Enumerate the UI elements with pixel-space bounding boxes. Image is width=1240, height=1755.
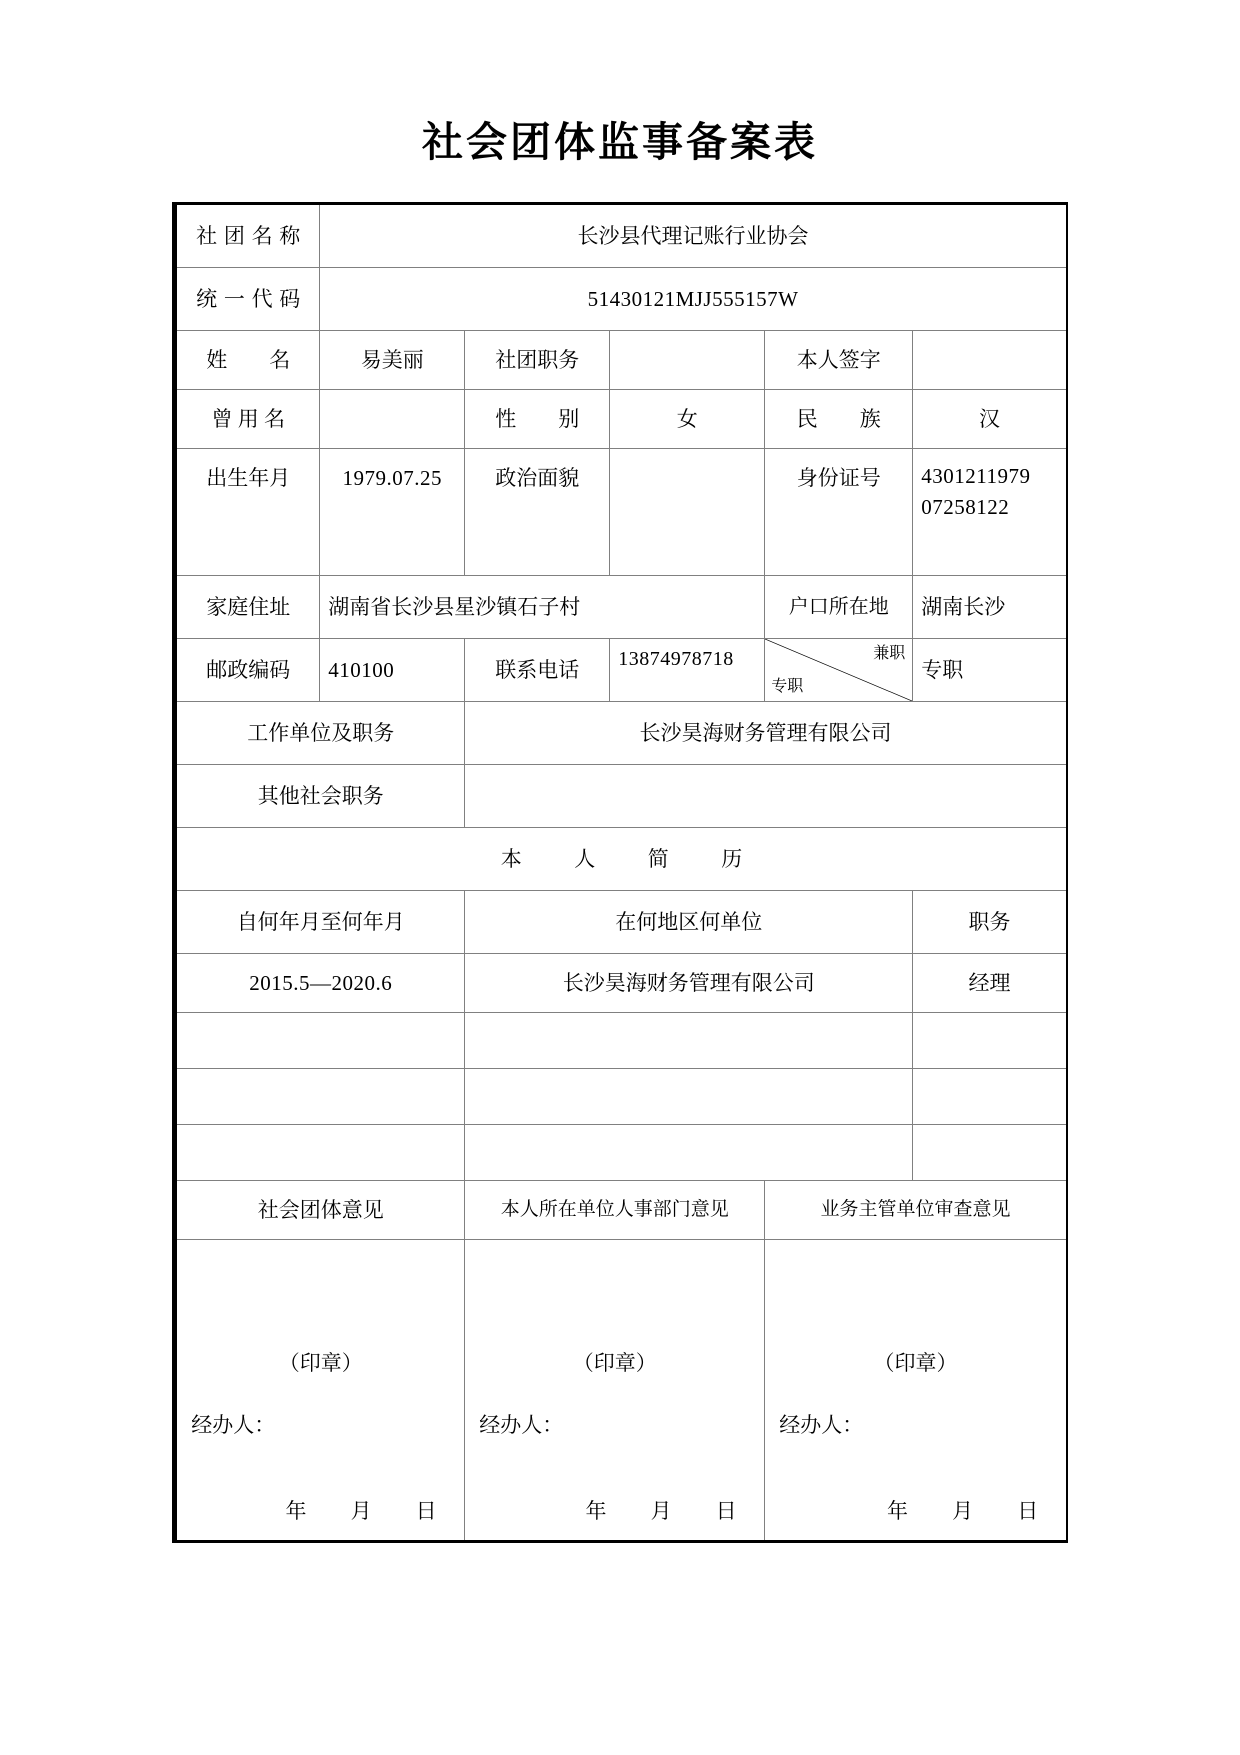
value-home-address[interactable]: 湖南省长沙县星沙镇石子村 — [320, 576, 765, 639]
date-label-supervisor: 年 月 日 — [887, 1498, 1050, 1523]
resume-row — [175, 954, 1067, 1013]
value-work-unit[interactable]: 长沙昊海财务管理有限公司 — [465, 702, 1067, 765]
row-opinion-bodies — [175, 1240, 1067, 1542]
resume-section-title: 本 人 简 历 — [175, 828, 1067, 891]
value-employment-type[interactable]: 专职 — [913, 639, 1067, 702]
resume-cell-post[interactable]: 经理 — [913, 954, 1067, 1013]
row-org-code — [175, 268, 1067, 331]
value-household-location[interactable]: 湖南长沙 — [913, 576, 1067, 639]
resume-cell-post[interactable] — [913, 1013, 1067, 1069]
resume-cell-unit[interactable] — [465, 1013, 913, 1069]
resume-cell-unit[interactable] — [465, 1069, 913, 1125]
value-postcode[interactable]: 410100 — [320, 639, 465, 702]
id-number-line-2: 07258122 — [921, 494, 1010, 519]
resume-row — [175, 1125, 1067, 1181]
page-title: 社会团体监事备案表 — [422, 118, 818, 166]
label-ethnicity: 民 族 — [765, 390, 913, 449]
resume-row — [175, 1013, 1067, 1069]
value-political-status[interactable] — [610, 449, 765, 576]
row-postcode-phone-employment — [175, 639, 1067, 702]
label-part-time: 兼职 — [873, 645, 906, 663]
label-birth-date: 出生年月 — [175, 449, 320, 576]
value-org-code[interactable]: 51430121MJJ555157W — [320, 268, 1067, 331]
row-resume-headers — [175, 891, 1067, 954]
row-birth-political-id — [175, 449, 1067, 576]
row-other-posts — [175, 765, 1067, 828]
value-other-posts[interactable] — [465, 765, 1067, 828]
label-full-time: 专职 — [771, 678, 804, 695]
seal-placeholder-hr: （印章） — [572, 1351, 657, 1376]
date-label-hr: 年 月 日 — [585, 1498, 749, 1523]
resume-cell-period[interactable] — [175, 1013, 465, 1069]
value-org-name[interactable]: 长沙县代理记账行业协会 — [320, 204, 1067, 268]
value-id-number[interactable] — [913, 449, 1067, 576]
date-label-society: 年 月 日 — [285, 1498, 449, 1523]
label-id-number: 身份证号 — [765, 449, 913, 576]
seal-placeholder-society: （印章） — [278, 1351, 363, 1376]
row-former-gender-ethnicity — [175, 390, 1067, 449]
label-former-name: 曾 用 名 — [175, 390, 320, 449]
id-number-line-1: 4301211979 — [921, 464, 1031, 489]
value-gender[interactable]: 女 — [610, 390, 765, 449]
opinion-box-society[interactable] — [175, 1240, 465, 1542]
opinion-header-hr: 本人所在单位人事部门意见 — [465, 1181, 765, 1240]
label-other-posts: 其他社会职务 — [175, 765, 465, 828]
value-birth-date[interactable]: 1979.07.25 — [320, 449, 465, 576]
label-self-signature: 本人签字 — [765, 331, 913, 390]
resume-cell-post[interactable] — [913, 1125, 1067, 1181]
resume-row — [175, 1069, 1067, 1125]
value-former-name[interactable] — [320, 390, 465, 449]
opinion-header-supervisor: 业务主管单位审查意见 — [765, 1181, 1067, 1240]
resume-cell-post[interactable] — [913, 1069, 1067, 1125]
label-society-position: 社团职务 — [465, 331, 610, 390]
label-gender: 性 别 — [465, 390, 610, 449]
label-home-address: 家庭住址 — [175, 576, 320, 639]
row-name-position — [175, 331, 1067, 390]
resume-cell-unit[interactable]: 长沙昊海财务管理有限公司 — [465, 954, 913, 1013]
label-political-status: 政治面貌 — [465, 449, 610, 576]
handler-label-society: 经办人： — [191, 1413, 276, 1438]
resume-cell-unit[interactable] — [465, 1125, 913, 1181]
row-resume-section-title — [175, 828, 1067, 891]
resume-cell-period[interactable] — [175, 1125, 465, 1181]
label-work-unit: 工作单位及职务 — [175, 702, 465, 765]
resume-header-period: 自何年月至何年月 — [175, 891, 465, 954]
label-org-name: 社团名称 — [175, 204, 320, 268]
label-household-location: 户口所在地 — [765, 576, 913, 639]
value-self-signature[interactable] — [913, 331, 1067, 390]
value-person-name[interactable]: 易美丽 — [320, 331, 465, 390]
opinion-box-hr[interactable] — [465, 1240, 765, 1542]
resume-header-unit: 在何地区何单位 — [465, 891, 913, 954]
resume-cell-period[interactable]: 2015.5—2020.6 — [175, 954, 465, 1013]
row-work-unit — [175, 702, 1067, 765]
seal-placeholder-supervisor: （印章） — [873, 1351, 958, 1376]
filing-form-table — [172, 202, 1068, 1543]
value-phone[interactable]: 13874978718 — [610, 639, 765, 702]
row-org-name — [175, 204, 1067, 268]
label-postcode: 邮政编码 — [175, 639, 320, 702]
resume-header-post: 职务 — [913, 891, 1067, 954]
opinion-header-society: 社会团体意见 — [175, 1181, 465, 1240]
row-address-household — [175, 576, 1067, 639]
value-ethnicity[interactable]: 汉 — [913, 390, 1067, 449]
handler-label-hr: 经办人： — [479, 1413, 564, 1438]
label-person-name: 姓 名 — [175, 331, 320, 390]
label-phone: 联系电话 — [465, 639, 610, 702]
handler-label-supervisor: 经办人： — [779, 1413, 864, 1438]
opinion-box-supervisor[interactable] — [765, 1240, 1067, 1542]
row-opinion-headers — [175, 1181, 1067, 1240]
value-society-position[interactable] — [610, 331, 765, 390]
employment-type-split-cell[interactable] — [765, 639, 913, 702]
resume-cell-period[interactable] — [175, 1069, 465, 1125]
label-org-code: 统一代码 — [175, 268, 320, 331]
